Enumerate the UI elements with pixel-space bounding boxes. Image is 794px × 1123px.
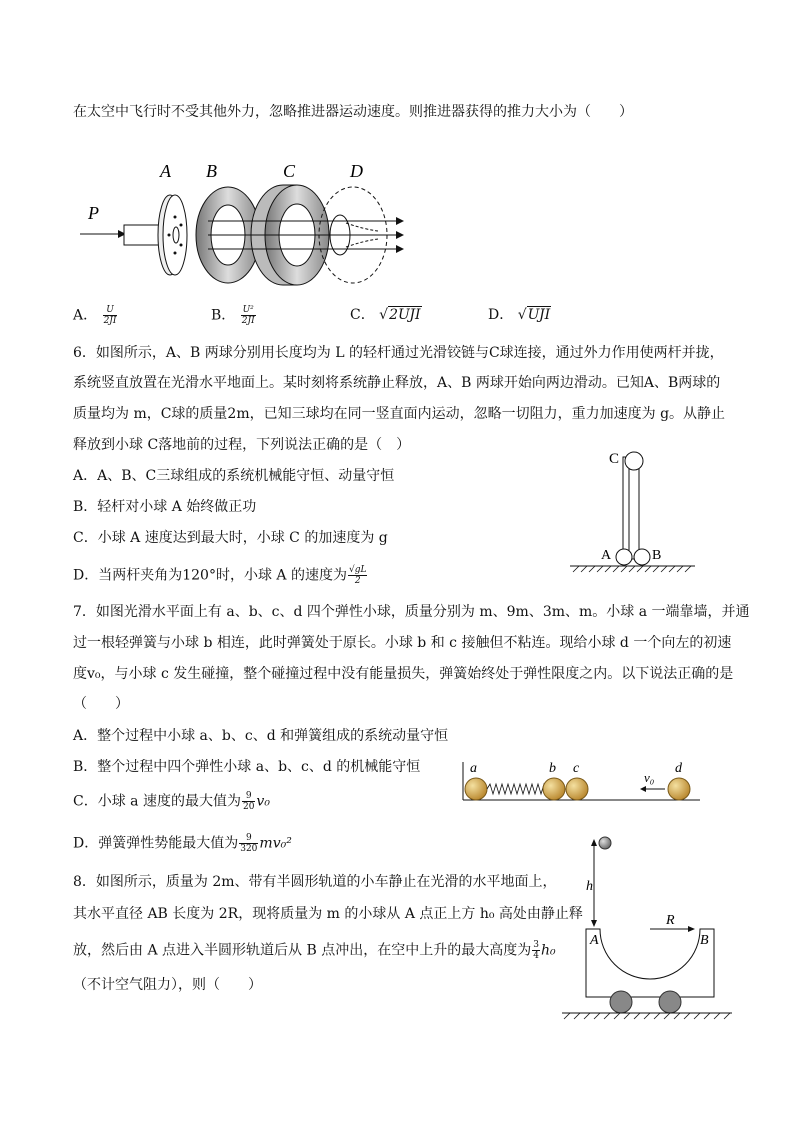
label-d: d: [675, 761, 682, 776]
thruster-diagram: [78, 155, 418, 295]
q7-stem-line3: 度v₀，与小球 c 发生碰撞，整个碰撞过程中没有能量损失，弹簧始终处于弹性限度之内。以下说法正确的是: [73, 666, 734, 682]
fraction: $\frac{U}{2JI}$: [103, 305, 117, 326]
rod-balls-diagram: [565, 445, 705, 580]
q7-option-c[interactable]: [73, 791, 270, 812]
q7-option-d[interactable]: [73, 833, 292, 854]
q6-option-b[interactable]: B．轻杆对小球 A 始终做正功: [73, 499, 257, 515]
q7-option-a[interactable]: A．整个过程中小球 a、b、c、d 和弹簧组成的系统动量守恒: [73, 728, 449, 744]
fraction: $\frac{9}{320}$: [240, 833, 258, 854]
label-B: B: [206, 161, 217, 181]
sqrt-expression: √UJI: [517, 307, 551, 323]
label-A: A: [590, 933, 599, 948]
label-C: C: [609, 451, 620, 467]
q7-stem-line1: 7．如图光滑水平面上有 a、b、c、d 四个弹性小球，质量分别为 m、9m、3m、m。小球 a 一端靠墙，并通: [73, 604, 750, 620]
option-label: B．: [211, 307, 236, 324]
question5-stem-tail: 在太空中飞行时不受其他外力，忽略推进器运动速度。则推进器获得的推力大小为（ ）: [73, 104, 633, 120]
fraction: $\frac{9}{20}$: [242, 791, 255, 812]
q8-stem-line1: 8．如图所示，质量为 2m、带有半圆形轨道的小车静止在光滑的水平地面上，: [73, 874, 557, 890]
label-c: c: [573, 761, 580, 776]
label-a: a: [470, 761, 477, 776]
label-v0: v₀: [644, 770, 655, 785]
label-A: A: [601, 548, 612, 563]
q8-stem-line3: [73, 940, 556, 961]
sqrt-expression: √2UJI: [379, 307, 421, 323]
option-unit: v₀: [256, 793, 270, 810]
stem-text: 放，然后由 A 点进入半圆形轨道后从 B 点冲出，在空中上升的最大高度为: [73, 942, 532, 959]
q7-stem-line4: （ ）: [73, 696, 129, 712]
q5-option-d[interactable]: [488, 305, 551, 325]
label-h: h: [586, 879, 593, 894]
label-D: D: [350, 161, 363, 181]
cart-track-diagram: [560, 836, 735, 1022]
q8-stem-line2: 其水平直径 AB 长度为 2R，现将质量为 m 的小球从 A 点正上方 h₀ 高处由静止释: [73, 906, 583, 922]
label-A: A: [160, 161, 171, 181]
q5-option-a[interactable]: [73, 305, 118, 326]
q6-option-d[interactable]: [73, 565, 368, 586]
q6-stem-line4: 释放到小球 C落地前的过程，下列说法正确的是（ ）: [73, 437, 411, 453]
fraction: $\frac{\text{U²}}{2JI}$: [241, 305, 255, 326]
q8-stem-line4: （不计空气阻力），则（ ）: [73, 977, 262, 993]
q5-option-b[interactable]: [211, 305, 257, 326]
option-unit: mv₀²: [259, 835, 292, 852]
q7-option-b[interactable]: B．整个过程中四个弹性小球 a、b、c、d 的机械能守恒: [73, 759, 421, 775]
spring-balls-diagram: [460, 758, 705, 806]
fraction: $\frac{√gL}{2}$: [348, 565, 367, 586]
q6-stem-line2: 系统竖直放置在光滑水平地面上。某时刻将系统静止释放，A、B 两球开始向两边滑动。已知A、B两球的: [73, 375, 721, 391]
stem-unit: h₀: [540, 942, 556, 959]
q7-stem-line2: 过一根轻弹簧与小球 b 相连，此时弹簧处于原长。小球 b 和 c 接触但不粘连。现给小球 d 一个向左的初速: [73, 635, 732, 651]
option-text: D．弹簧弹性势能最大值为: [73, 835, 239, 852]
label-C: C: [283, 161, 296, 181]
label-P: P: [88, 203, 99, 223]
label-B: B: [652, 548, 662, 563]
fraction: $\frac{3}{4}$: [533, 940, 539, 961]
label-B: B: [700, 933, 709, 948]
option-label: C．: [350, 307, 375, 323]
q6-stem-line1: 6．如图所示，A、B 两球分别用长度均为 L 的轻杆通过光滑铰链与C球连接，通过外力作用使两杆并拢，: [73, 345, 724, 361]
option-text: C．小球 a 速度的最大值为: [73, 793, 241, 810]
label-b: b: [549, 761, 556, 776]
q6-option-a[interactable]: A．A、B、C三球组成的系统机械能守恒、动量守恒: [73, 468, 395, 484]
q5-option-c[interactable]: [350, 305, 422, 325]
q6-option-c[interactable]: C．小球 A 速度达到最大时，小球 C 的加速度为 g: [73, 530, 388, 546]
option-label: A．: [73, 307, 98, 324]
q6-stem-line3: 质量均为 m，C球的质量2m，已知三球均在同一竖直面内运动，忽略一切阻力，重力加速度为 g。从静止: [73, 406, 726, 422]
option-label: D．: [488, 307, 514, 323]
option-text: D．当两杆夹角为120°时，小球 A 的速度为: [73, 567, 347, 584]
label-R: R: [666, 913, 675, 928]
